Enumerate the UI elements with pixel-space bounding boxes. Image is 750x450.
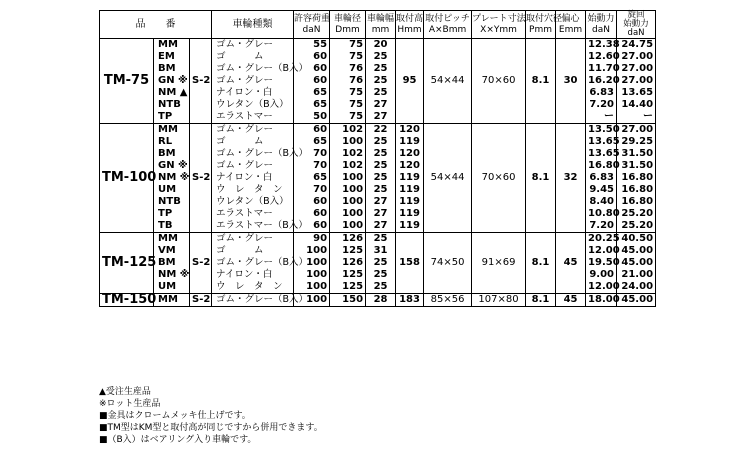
diameter-value: 100	[330, 208, 366, 220]
wheel-type: ゴム・グレー（B入）	[212, 148, 294, 160]
row-code: TP	[154, 111, 190, 124]
grade-label: S-2	[190, 39, 212, 124]
start-force-value: 12.60	[586, 51, 617, 63]
turn-force-value: 27.00	[617, 75, 656, 87]
row-code: BM	[154, 257, 190, 269]
wheel-type: ウレタン（B入）	[212, 99, 294, 111]
diameter-value: 150	[330, 294, 366, 307]
wheel-type: ナイロン・白	[212, 87, 294, 99]
width-value: 27	[366, 196, 396, 208]
wheel-type: ウ レ タ ン	[212, 281, 294, 294]
load-value: 65	[294, 99, 330, 111]
start-force-value: 9.45	[586, 184, 617, 196]
header-wheel-type: 車輪種類	[212, 11, 294, 39]
width-value: 25	[366, 63, 396, 75]
row-code: MM	[154, 233, 190, 246]
width-value: 25	[366, 75, 396, 87]
header-pitch: 取付ピッチ A×Bmm	[424, 11, 472, 39]
start-force-value: ー	[586, 111, 617, 124]
height-value: 120	[396, 148, 424, 160]
load-value: 60	[294, 208, 330, 220]
notes	[99, 386, 323, 446]
start-force-value: 12.00	[586, 281, 617, 294]
turn-force-value: 21.00	[617, 269, 656, 281]
load-value: 60	[294, 51, 330, 63]
pitch-value: 54×44	[424, 39, 472, 124]
pitch-value: 54×44	[424, 124, 472, 233]
diameter-value: 100	[330, 184, 366, 196]
width-value: 25	[366, 281, 396, 294]
table-row	[100, 294, 656, 307]
start-force-value: 16.80	[586, 160, 617, 172]
row-code: RL	[154, 136, 190, 148]
wheel-type: ウレタン（B入）	[212, 196, 294, 208]
diameter-value: 76	[330, 75, 366, 87]
load-value: 70	[294, 184, 330, 196]
wheel-type: ゴム・グレー	[212, 124, 294, 137]
load-value: 60	[294, 220, 330, 233]
note-made-to-order: ▲受注生産品	[99, 387, 151, 397]
turn-force-value: 16.80	[617, 172, 656, 184]
wheel-type: ゴ ム	[212, 245, 294, 257]
header-part-no: 品 番	[100, 11, 212, 39]
header-start-force: 始動力 daN	[586, 11, 617, 39]
turn-force-value: 24.00	[617, 281, 656, 294]
row-code: NTB	[154, 99, 190, 111]
diameter-value: 126	[330, 257, 366, 269]
width-value: 28	[366, 294, 396, 307]
row-code: UM	[154, 184, 190, 196]
plate-value: 91×69	[472, 233, 526, 294]
width-value: 25	[366, 148, 396, 160]
width-value: 25	[366, 172, 396, 184]
header-row	[100, 11, 656, 39]
note-lot-production: ※ロット生産品	[99, 399, 161, 409]
load-value: 60	[294, 124, 330, 137]
start-force-value: 7.20	[586, 220, 617, 233]
turn-force-value: 25.20	[617, 220, 656, 233]
note-km-compatible: ■TM型はKM型と取付高が同じですから併用できます。	[99, 423, 323, 433]
turn-force-value: 31.50	[617, 160, 656, 172]
row-code: BM	[154, 148, 190, 160]
load-value: 65	[294, 136, 330, 148]
load-value: 100	[294, 245, 330, 257]
load-value: 60	[294, 196, 330, 208]
model-name: TM-150	[100, 294, 154, 307]
turn-force-value: 16.80	[617, 184, 656, 196]
turn-force-value: 45.00	[617, 245, 656, 257]
header-height: 取付高 Hmm	[396, 11, 424, 39]
start-force-value: 13.50	[586, 124, 617, 137]
row-code: UM	[154, 281, 190, 294]
diameter-value: 100	[330, 220, 366, 233]
turn-force-value: 40.50	[617, 233, 656, 246]
height-value: 119	[396, 172, 424, 184]
turn-force-value: 27.00	[617, 124, 656, 137]
width-value: 25	[366, 160, 396, 172]
turn-force-value: 14.40	[617, 99, 656, 111]
width-value: 25	[366, 257, 396, 269]
offset-value: 32	[556, 124, 586, 233]
diameter-value: 125	[330, 281, 366, 294]
hole-value: 8.1	[526, 39, 556, 124]
row-code: BM	[154, 63, 190, 75]
diameter-value: 100	[330, 196, 366, 208]
header-hole: 取付穴径 Pmm	[526, 11, 556, 39]
load-value: 100	[294, 269, 330, 281]
height-value: 119	[396, 184, 424, 196]
turn-force-value: 45.00	[617, 257, 656, 269]
grade-label: S-2	[190, 124, 212, 233]
load-value: 90	[294, 233, 330, 246]
turn-force-value: 24.75	[617, 39, 656, 52]
height-value: 119	[396, 208, 424, 220]
height-value: 119	[396, 220, 424, 233]
turn-force-value: ー	[617, 111, 656, 124]
start-force-value: 16.20	[586, 75, 617, 87]
diameter-value: 102	[330, 124, 366, 137]
load-value: 100	[294, 257, 330, 269]
row-code: MM	[154, 39, 190, 52]
header-load: 許容荷重 daN	[294, 11, 330, 39]
offset-value: 45	[556, 233, 586, 294]
offset-value: 30	[556, 39, 586, 124]
offset-value: 45	[556, 294, 586, 307]
row-code: MM	[154, 294, 190, 307]
load-value: 70	[294, 160, 330, 172]
turn-force-value: 13.65	[617, 87, 656, 99]
start-force-value: 13.65	[586, 136, 617, 148]
diameter-value: 102	[330, 160, 366, 172]
grade-label: S-2	[190, 233, 212, 294]
diameter-value: 102	[330, 148, 366, 160]
load-value: 70	[294, 148, 330, 160]
hole-value: 8.1	[526, 124, 556, 233]
row-code: TP	[154, 208, 190, 220]
wheel-type: ゴム・グレー	[212, 39, 294, 52]
start-force-value: 12.38	[586, 39, 617, 52]
width-value: 25	[366, 87, 396, 99]
width-value: 25	[366, 136, 396, 148]
wheel-type: ゴ ム	[212, 51, 294, 63]
note-bearing: ■（B入）はベアリング入り車輪です。	[99, 435, 257, 445]
width-value: 25	[366, 269, 396, 281]
wheel-type: ナイロン・白	[212, 172, 294, 184]
plate-value: 70×60	[472, 124, 526, 233]
diameter-value: 75	[330, 39, 366, 52]
diameter-value: 75	[330, 87, 366, 99]
row-code: TB	[154, 220, 190, 233]
start-force-value: 6.83	[586, 87, 617, 99]
row-code: MM	[154, 124, 190, 137]
wheel-type: ゴム・グレー（B入）	[212, 63, 294, 75]
width-value: 20	[366, 39, 396, 52]
table-row	[100, 124, 656, 137]
height-value: 183	[396, 294, 424, 307]
header-turn-force: 旋回 始動力 daN	[617, 11, 656, 39]
height-value: 95	[396, 39, 424, 124]
diameter-value: 100	[330, 136, 366, 148]
header-offset: 偏心 Emm	[556, 11, 586, 39]
start-force-value: 11.70	[586, 63, 617, 75]
load-value: 50	[294, 111, 330, 124]
grade-label: S-2	[190, 294, 212, 307]
wheel-type: ゴム・グレー	[212, 75, 294, 87]
start-force-value: 6.83	[586, 172, 617, 184]
wheel-type: ゴム・グレー	[212, 160, 294, 172]
diameter-value: 75	[330, 111, 366, 124]
turn-force-value: 31.50	[617, 148, 656, 160]
width-value: 27	[366, 220, 396, 233]
load-value: 60	[294, 75, 330, 87]
height-value: 120	[396, 124, 424, 137]
turn-force-value: 16.80	[617, 196, 656, 208]
diameter-value: 126	[330, 233, 366, 246]
plate-value: 70×60	[472, 39, 526, 124]
wheel-type: ゴム・グレー（B入）	[212, 257, 294, 269]
wheel-type: エラストマー	[212, 208, 294, 220]
load-value: 100	[294, 294, 330, 307]
height-value: 120	[396, 160, 424, 172]
spec-body	[100, 39, 656, 307]
pitch-value: 74×50	[424, 233, 472, 294]
header-diameter: 車輪径 Dmm	[330, 11, 366, 39]
hole-value: 8.1	[526, 294, 556, 307]
row-code: NM ▲	[154, 87, 190, 99]
width-value: 27	[366, 208, 396, 220]
model-name: TM-75	[100, 39, 154, 124]
header-width: 車輪幅 mm	[366, 11, 396, 39]
row-code: NTB	[154, 196, 190, 208]
wheel-type: ゴム・グレー（B入）	[212, 294, 294, 307]
width-value: 27	[366, 111, 396, 124]
width-value: 25	[366, 184, 396, 196]
model-name: TM-100	[100, 124, 154, 233]
height-value: 119	[396, 196, 424, 208]
height-value: 119	[396, 136, 424, 148]
start-force-value: 13.65	[586, 148, 617, 160]
model-name: TM-125	[100, 233, 154, 294]
turn-force-value: 27.00	[617, 51, 656, 63]
width-value: 27	[366, 99, 396, 111]
header-plate: プレート寸法 X×Ymm	[472, 11, 526, 39]
diameter-value: 75	[330, 99, 366, 111]
wheel-type: エラストマー（B入）	[212, 220, 294, 233]
hole-value: 8.1	[526, 233, 556, 294]
load-value: 100	[294, 281, 330, 294]
width-value: 31	[366, 245, 396, 257]
start-force-value: 9.00	[586, 269, 617, 281]
turn-force-value: 25.20	[617, 208, 656, 220]
height-value: 158	[396, 233, 424, 294]
load-value: 65	[294, 172, 330, 184]
table-row	[100, 39, 656, 52]
spec-table	[99, 10, 656, 307]
wheel-type: ゴム・グレー	[212, 233, 294, 246]
turn-force-value: 45.00	[617, 294, 656, 307]
plate-value: 107×80	[472, 294, 526, 307]
start-force-value: 10.80	[586, 208, 617, 220]
note-chrome-finish: ■金具はクロームメッキ仕上げです。	[99, 411, 251, 421]
wheel-type: ゴ ム	[212, 136, 294, 148]
diameter-value: 75	[330, 51, 366, 63]
row-code: VM	[154, 245, 190, 257]
diameter-value: 76	[330, 63, 366, 75]
row-code: NM ※	[154, 172, 190, 184]
start-force-value: 19.50	[586, 257, 617, 269]
turn-force-value: 27.00	[617, 63, 656, 75]
load-value: 55	[294, 39, 330, 52]
load-value: 65	[294, 87, 330, 99]
start-force-value: 8.40	[586, 196, 617, 208]
table-row	[100, 233, 656, 246]
wheel-type: ナイロン・白	[212, 269, 294, 281]
width-value: 25	[366, 51, 396, 63]
start-force-value: 7.20	[586, 99, 617, 111]
row-code: GN ※	[154, 160, 190, 172]
row-code: GN ※	[154, 75, 190, 87]
start-force-value: 20.25	[586, 233, 617, 246]
wheel-type: ウ レ タ ン	[212, 184, 294, 196]
load-value: 60	[294, 63, 330, 75]
width-value: 22	[366, 124, 396, 137]
width-value: 25	[366, 233, 396, 246]
turn-force-value: 29.25	[617, 136, 656, 148]
diameter-value: 125	[330, 245, 366, 257]
row-code: EM	[154, 51, 190, 63]
pitch-value: 85×56	[424, 294, 472, 307]
row-code: NM ※	[154, 269, 190, 281]
wheel-type: エラストマー	[212, 111, 294, 124]
diameter-value: 100	[330, 172, 366, 184]
start-force-value: 18.00	[586, 294, 617, 307]
start-force-value: 12.00	[586, 245, 617, 257]
diameter-value: 125	[330, 269, 366, 281]
